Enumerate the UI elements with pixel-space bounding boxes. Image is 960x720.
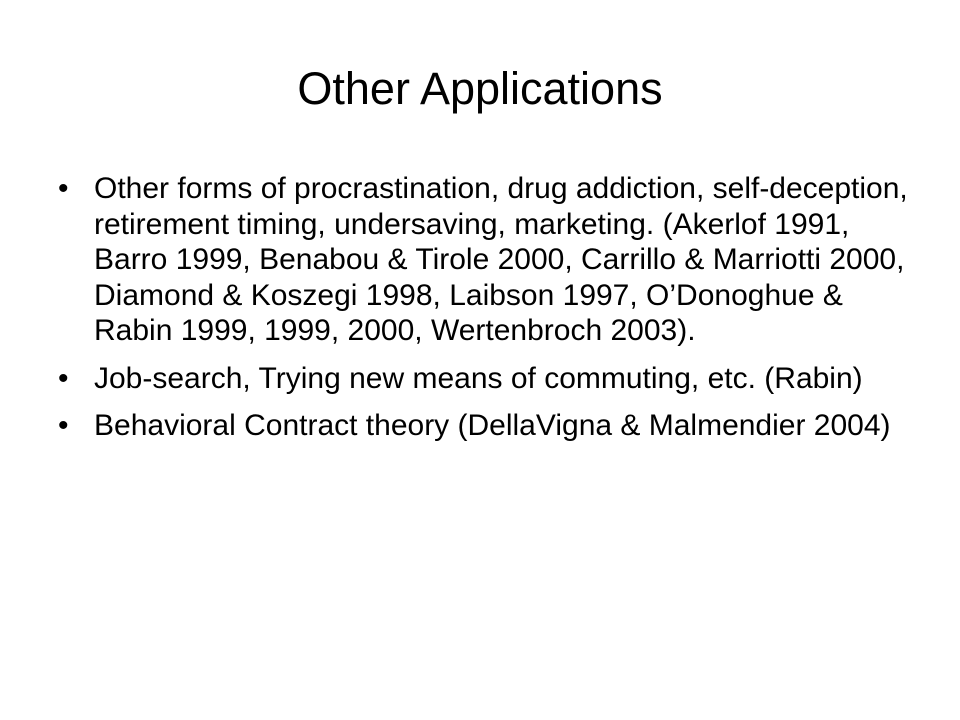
bullet-text: Other forms of procrastination, drug addiction, self-deception, retirement timing, undersaving, marketing. (Akerlof 1991, Barro 1999, Benabou & Tirole 2000, Carrillo & Marriotti 2000, Diamond & Koszegi 1998, Laibson 1997, O’Donoghue & Rabin 1999, 1999, 2000, Wertenbroch 2003). [94,172,908,347]
bullet-item [58,408,918,444]
bullet-list [58,171,918,456]
bullet-text: Job-search, Trying new means of commuting, etc. (Rabin) [94,361,863,395]
bullet-text: Behavioral Contract theory (DellaVigna & Malmendier 2004) [94,409,891,442]
bullet-item [58,171,918,349]
bullet-icon: • [58,361,69,395]
bullet-icon: • [58,409,69,442]
bullet-item [58,361,918,397]
slide-title: Other Applications [297,63,663,114]
bullet-icon: • [58,172,69,205]
